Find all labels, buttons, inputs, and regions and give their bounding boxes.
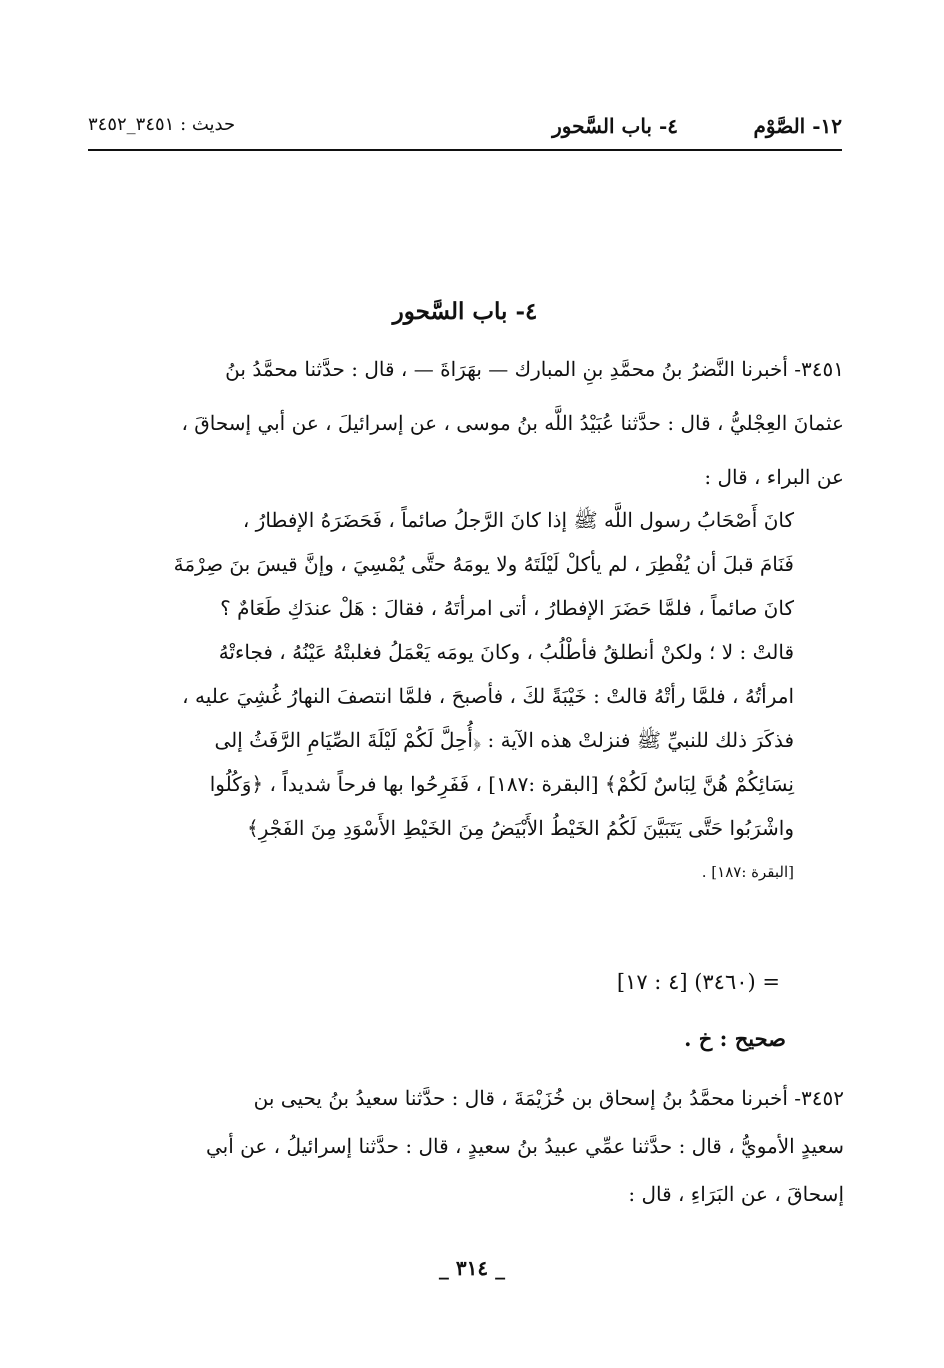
text-line: سعيدٍ الأمويُّ ، قال : حدَّثنا عمِّي عبيدُ بنُ سعيدٍ ، قال : حدَّثنا إسرائيلُ ، عن أبي [205,1134,844,1158]
page-number: _ ٣١٤ _ [438,1256,506,1280]
text-line: كانَ أَصْحَابُ رسول اللَّه ﷺ إذا كانَ الرَّجلُ صائماً ، فَحَضَرَهُ الإفطارُ ، [242,508,794,532]
text-line: عثمانَ العِجْليُّ ، قال : حدَّثنا عُبَيْدُ اللَّه بنُ موسى ، عن إسرائيلَ ، عن أبي إسحاقَ ، [181,411,844,435]
text-line: كانَ صائماً ، فلمَّا حَضَرَ الإفطارُ ، أتى امرأتَهُ ، فقالَ : هَلْ عندَكِ طَعَامٌ ؟ [220,596,794,620]
header-chapter-title: ١٢- الصَّوْم [753,114,842,138]
cross-reference: = (٣٤٦٠) [٤ : ١٧] [616,970,780,994]
text-line: فذكَرَ ذلك للنبيِّ ﷺ فنزلتْ هذه الآية : ﴿أُحِلَّ لَكُمْ لَيْلَةَ الصِّيَامِ الرَّفَثُ إلى [214,728,794,752]
header-hadith-range: حديث : ٣٤٥١_٣٤٥٢ [88,114,236,135]
hadith-3451-matn [86,498,844,894]
header-section-title: ٤- باب السَّحور [552,114,678,138]
text-line: امرأتُهُ ، فلمَّا رأتْهُ قالتْ : خَيْبَةً لكَ ، فأصبحَ ، فلمَّا انتصفَ النهارُ غُشِيَ عليه ، [182,684,794,708]
text-line: إسحاقَ ، عن البَرَاءِ ، قال : [628,1182,844,1206]
text-line: قالتْ : لا ؛ ولكنْ أنطلقُ فأطْلُبُ ، وكانَ يومَه يَعْمَلُ فغلبتْهُ عَيْنُهُ ، فجاءتْهُ [218,640,794,664]
text-line: واشْرَبُوا حَتَّى يَتَبَيَّنَ لَكُمُ الخَيْطُ الأَبْيَضُ مِنَ الخَيْطِ الأَسْوَدِ مِنَ الفَجْرِ﴾ [247,816,794,840]
hadith-grading: صحيح : خ . [684,1026,786,1051]
section-title: ٤- باب السَّحور [392,298,538,325]
hadith-3452-isnad [86,1074,844,1218]
text-line: عن البراء ، قال : [704,465,844,489]
header-divider [88,149,842,151]
running-header [88,108,842,148]
text-line: فَنَامَ قبلَ أن يُفْطِرَ ، لم يأكلْ لَيْلَتَهُ ولا يومَهُ حتَّى يُمْسِيَ ، وإنَّ قيسَ بنَ صِرْمَةَ [173,552,794,576]
text-line: ٣٤٥٢- أخبرنا محمَّدُ بنُ إسحاق بن خُزَيْمَةَ ، قال : حدَّثنا سعيدُ بنُ يحيى بن [253,1086,844,1110]
hadith-3451-isnad [86,342,844,504]
text-line: ٣٤٥١- أخبرنا النَّضرُ بنُ محمَّدِ بنِ المبارك — بهَرَاةَ — ، قال : حدَّثنا محمَّدُ بنُ [225,357,844,381]
text-line: نِسَائِكُمْ هُنَّ لِبَاسٌ لَكُمْ﴾ [البقرة :١٨٧] ، فَفَرِحُوا بها فرحاً شديداً ، ﴿وَكُلُوا [209,772,794,796]
quran-citation: [البقرة :١٨٧] . [701,863,794,881]
